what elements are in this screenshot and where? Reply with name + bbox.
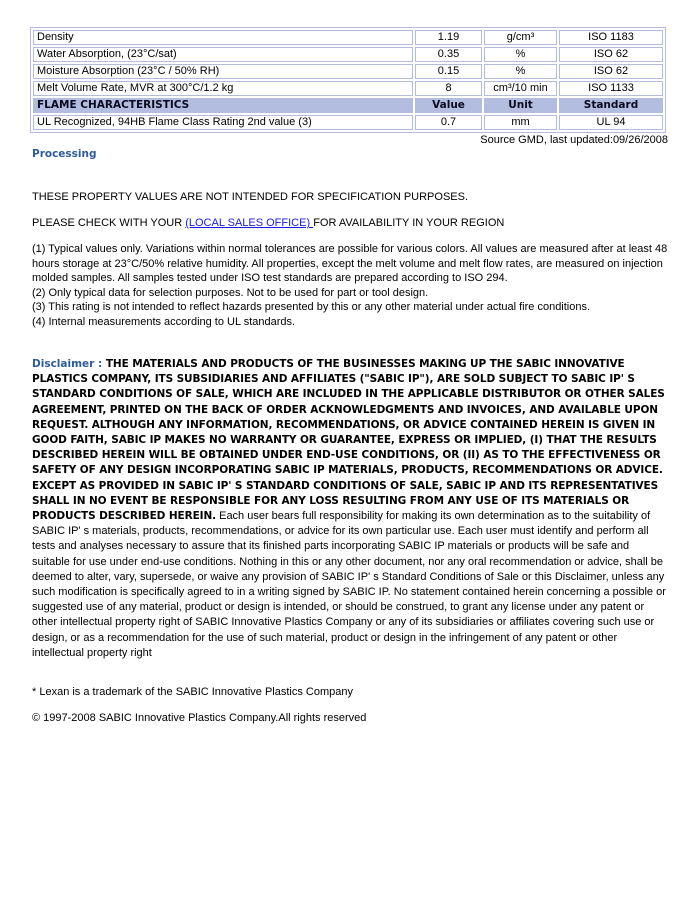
property-value: 0.7 [415, 115, 482, 130]
disclaimer-body-text: Each user bears full responsibility for making its own determination as to the suitability of SABIC IP' s materials, products, recommendations, or advice for its own particular use. Each user must identify and perform all tests and analyses necessary to assure that its finished parts incorporating SABIC IP materials or products will be safe and suitable for use under end-use conditions. Nothing in this or any other document, nor any oral recommendation or advice, shall be deemed to alter, vary, supersede, or waive any provision of SABIC IP' s Standard Conditions of Sale or this Disclaimer, unless any such modification is specifically agreed to in a writing signed by SABIC IP. No statement contained herein concerning a possible or suggested use of any material, product or design is intended, or should be construed, to grant any license under any patent or other intellectual property right of SABIC Innovative Plastics Company or any of its subsidiaries or affiliates covering such use or design, or as a recommendation for the use of such material, product or design in the infringement of any patent or other intellectual property right [32, 510, 666, 659]
table-row [33, 81, 663, 96]
property-unit: % [484, 47, 557, 62]
property-unit: % [484, 64, 557, 79]
table-row [33, 47, 663, 62]
property-standard: ISO 1133 [559, 81, 663, 96]
property-value: 0.15 [415, 64, 482, 79]
footnotes [32, 242, 668, 329]
source-note: Source GMD, last updated:09/26/2008 [480, 134, 668, 146]
disclaimer [32, 357, 668, 661]
table-row [33, 64, 663, 79]
property-standard: ISO 1183 [559, 30, 663, 45]
property-unit: cm³/10 min [484, 81, 557, 96]
section-header-title: FLAME CHARACTERISTICS [33, 98, 413, 113]
availability-suffix: FOR AVAILABILITY IN YOUR REGION [313, 217, 505, 229]
availability-notice [32, 216, 668, 230]
processing-heading: Processing [32, 148, 97, 160]
column-header-standard: Standard [559, 98, 663, 113]
disclaimer-caps-text: THE MATERIALS AND PRODUCTS OF THE BUSINESSES MAKING UP THE SABIC INNOVATIVE PLASTICS COMPANY, ITS SUBSIDIARIES AND AFFILIATES ("SABIC IP"), ARE SOLD SUBJECT TO SABIC IP' S STANDARD CONDITIONS OF SALE, WHICH ARE INCLUDED IN THE APPLICABLE DISTRIBUTOR OR OTHER SALES AGREEMENT, PRINTED ON THE BACK OF ORDER ACKNOWLEDGMENTS AND INVOICES, AND AVAILABLE UPON REQUEST. ALTHOUGH ANY INFORMATION, RECOMMENDATIONS, OR ADVICE CONTAINED HEREIN IS GIVEN IN GOOD FAITH, SABIC IP MAKES NO WARRANTY OR GUARANTEE, EXPRESS OR IMPLIED, (I) THAT THE RESULTS DESCRIBED HEREIN WILL BE OBTAINED UNDER END-USE CONDITIONS, OR (II) AS TO THE EFFECTIVENESS OR SAFETY OF ANY DESIGN INCORPORATING SABIC IP MATERIALS, PRODUCTS, RECOMMENDATIONS OR ADVICE. EXCEPT AS PROVIDED IN SABIC IP' S STANDARD CONDITIONS OF SALE, SABIC IP AND ITS REPRESENTATIVES SHALL IN NO EVENT BE RESPONSIBLE FOR ANY LOSS RESULTING FROM ANY USE OF ITS MATERIALS OR PRODUCTS DESCRIBED HEREIN. [32, 358, 665, 523]
property-unit: g/cm³ [484, 30, 557, 45]
column-header-value: Value [415, 98, 482, 113]
table-row [33, 115, 663, 130]
footnote: (4) Internal measurements according to UL standards. [32, 315, 296, 328]
flame-characteristics-header [33, 98, 663, 113]
property-value: 1.19 [415, 30, 482, 45]
property-standard: ISO 62 [559, 47, 663, 62]
property-name: Water Absorption, (23°C/sat) [33, 47, 413, 62]
property-value: 0.35 [415, 47, 482, 62]
property-unit: mm [484, 115, 557, 130]
property-standard: ISO 62 [559, 64, 663, 79]
property-name: UL Recognized, 94HB Flame Class Rating 2nd value (3) [33, 115, 413, 130]
property-name: Moisture Absorption (23°C / 50% RH) [33, 64, 413, 79]
footnote: (3) This rating is not intended to reflect hazards presented by this or any other material under actual fire conditions. [32, 301, 591, 313]
properties-table [30, 27, 666, 133]
local-sales-office-link[interactable]: (LOCAL SALES OFFICE) [185, 217, 314, 229]
column-header-unit: Unit [484, 98, 557, 113]
datasheet-content [32, 29, 668, 725]
disclaimer-label: Disclaimer : [32, 358, 106, 370]
property-name: Melt Volume Rate, MVR at 300°C/1.2 kg [33, 81, 413, 96]
copyright-note: © 1997-2008 SABIC Innovative Plastics Company.All rights reserved [32, 712, 367, 725]
footnote: (2) Only typical data for selection purposes. Not to be used for part or tool design. [32, 286, 429, 299]
availability-prefix: PLEASE CHECK WITH YOUR [32, 217, 186, 229]
table-row [33, 30, 663, 45]
property-value: 8 [415, 81, 482, 96]
footnote: (1) Typical values only. Variations within normal tolerances are possible for various colors. All values are measured after at least 48 hours storage at 23°C/50% relative humidity. All properties, except the melt volume and melt flow rates, are measured on injection molded samples. All samples tested under ISO test standards are prepared according to ISO 294. [32, 243, 668, 284]
trademark-note: * Lexan is a trademark of the SABIC Innovative Plastics Company [32, 686, 353, 699]
property-standard: UL 94 [559, 115, 663, 130]
property-name: Density [33, 30, 413, 45]
specification-notice: THESE PROPERTY VALUES ARE NOT INTENDED FOR SPECIFICATION PURPOSES. [32, 191, 469, 203]
